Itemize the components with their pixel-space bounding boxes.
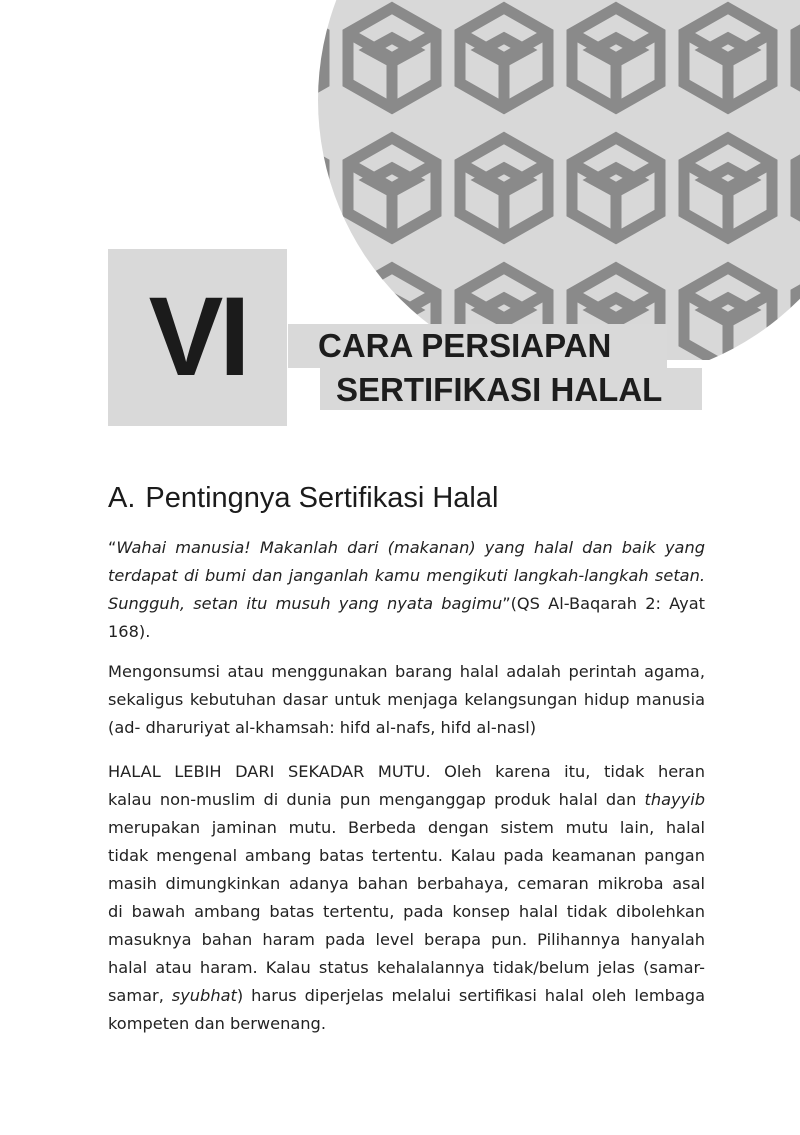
paragraph-line: masuknya bahan haram pada level berapa pun. Pilihannya hanyalah: [108, 930, 705, 949]
section-heading: [108, 478, 498, 518]
chapter-title-line-2: SERTIFIKASI HALAL: [320, 368, 702, 410]
paragraph-line: samar, syubhat) harus diperjelas melalui sertifikasi halal oleh lembaga: [108, 986, 705, 1005]
chapter-number: VI: [148, 274, 247, 399]
paragraph-line: (ad- dharuriyat al-khamsah: hifd al-nafs, hifd al-nasl): [108, 718, 537, 737]
quran-quote-paragraph: [108, 534, 705, 646]
quote-line: Sungguh, setan itu musuh yang nyata bagimu”(QS Al-Baqarah 2: Ayat: [108, 594, 705, 613]
paragraph-line: merupakan jaminan mutu. Berbeda dengan sistem mutu lain, halal: [108, 818, 705, 837]
paragraph-halal-quality: [108, 758, 705, 1038]
quote-line: terdapat di bumi dan janganlah kamu mengikuti langkah-langkah setan.: [108, 566, 705, 585]
quote-line: 168).: [108, 622, 151, 641]
paragraph-consumption: [108, 658, 705, 742]
paragraph-line: HALAL LEBIH DARI SEKADAR MUTU. Oleh karena itu, tidak heran: [108, 762, 705, 781]
paragraph-line: masih dimungkinkan adanya bahan berbahaya, cemaran mikroba asal: [108, 874, 705, 893]
section-letter: A.: [108, 482, 136, 514]
section-title: Pentingnya Sertifikasi Halal: [145, 482, 499, 514]
paragraph-line: Mengonsumsi atau menggunakan barang halal adalah perintah agama,: [108, 662, 705, 681]
paragraph-line: tidak mengenal ambang batas tertentu. Kalau pada keamanan pangan: [108, 846, 705, 865]
quote-line: “Wahai manusia! Makanlah dari (makanan) yang halal dan baik yang: [108, 538, 705, 557]
paragraph-line: kompeten dan berwenang.: [108, 1014, 326, 1033]
paragraph-line: halal atau haram. Kalau status kehalalannya tidak/belum jelas (samar-: [108, 958, 705, 977]
paragraph-line: di bawah ambang batas tertentu, pada konsep halal tidak dibolehkan: [108, 902, 705, 921]
paragraph-line: sekaligus kebutuhan dasar untuk menjaga kelangsungan hidup manusia: [108, 690, 705, 709]
chapter-title-line-1: CARA PERSIAPAN: [288, 324, 667, 368]
paragraph-line: kalau non-muslim di dunia pun menganggap produk halal dan thayyib: [108, 790, 705, 809]
